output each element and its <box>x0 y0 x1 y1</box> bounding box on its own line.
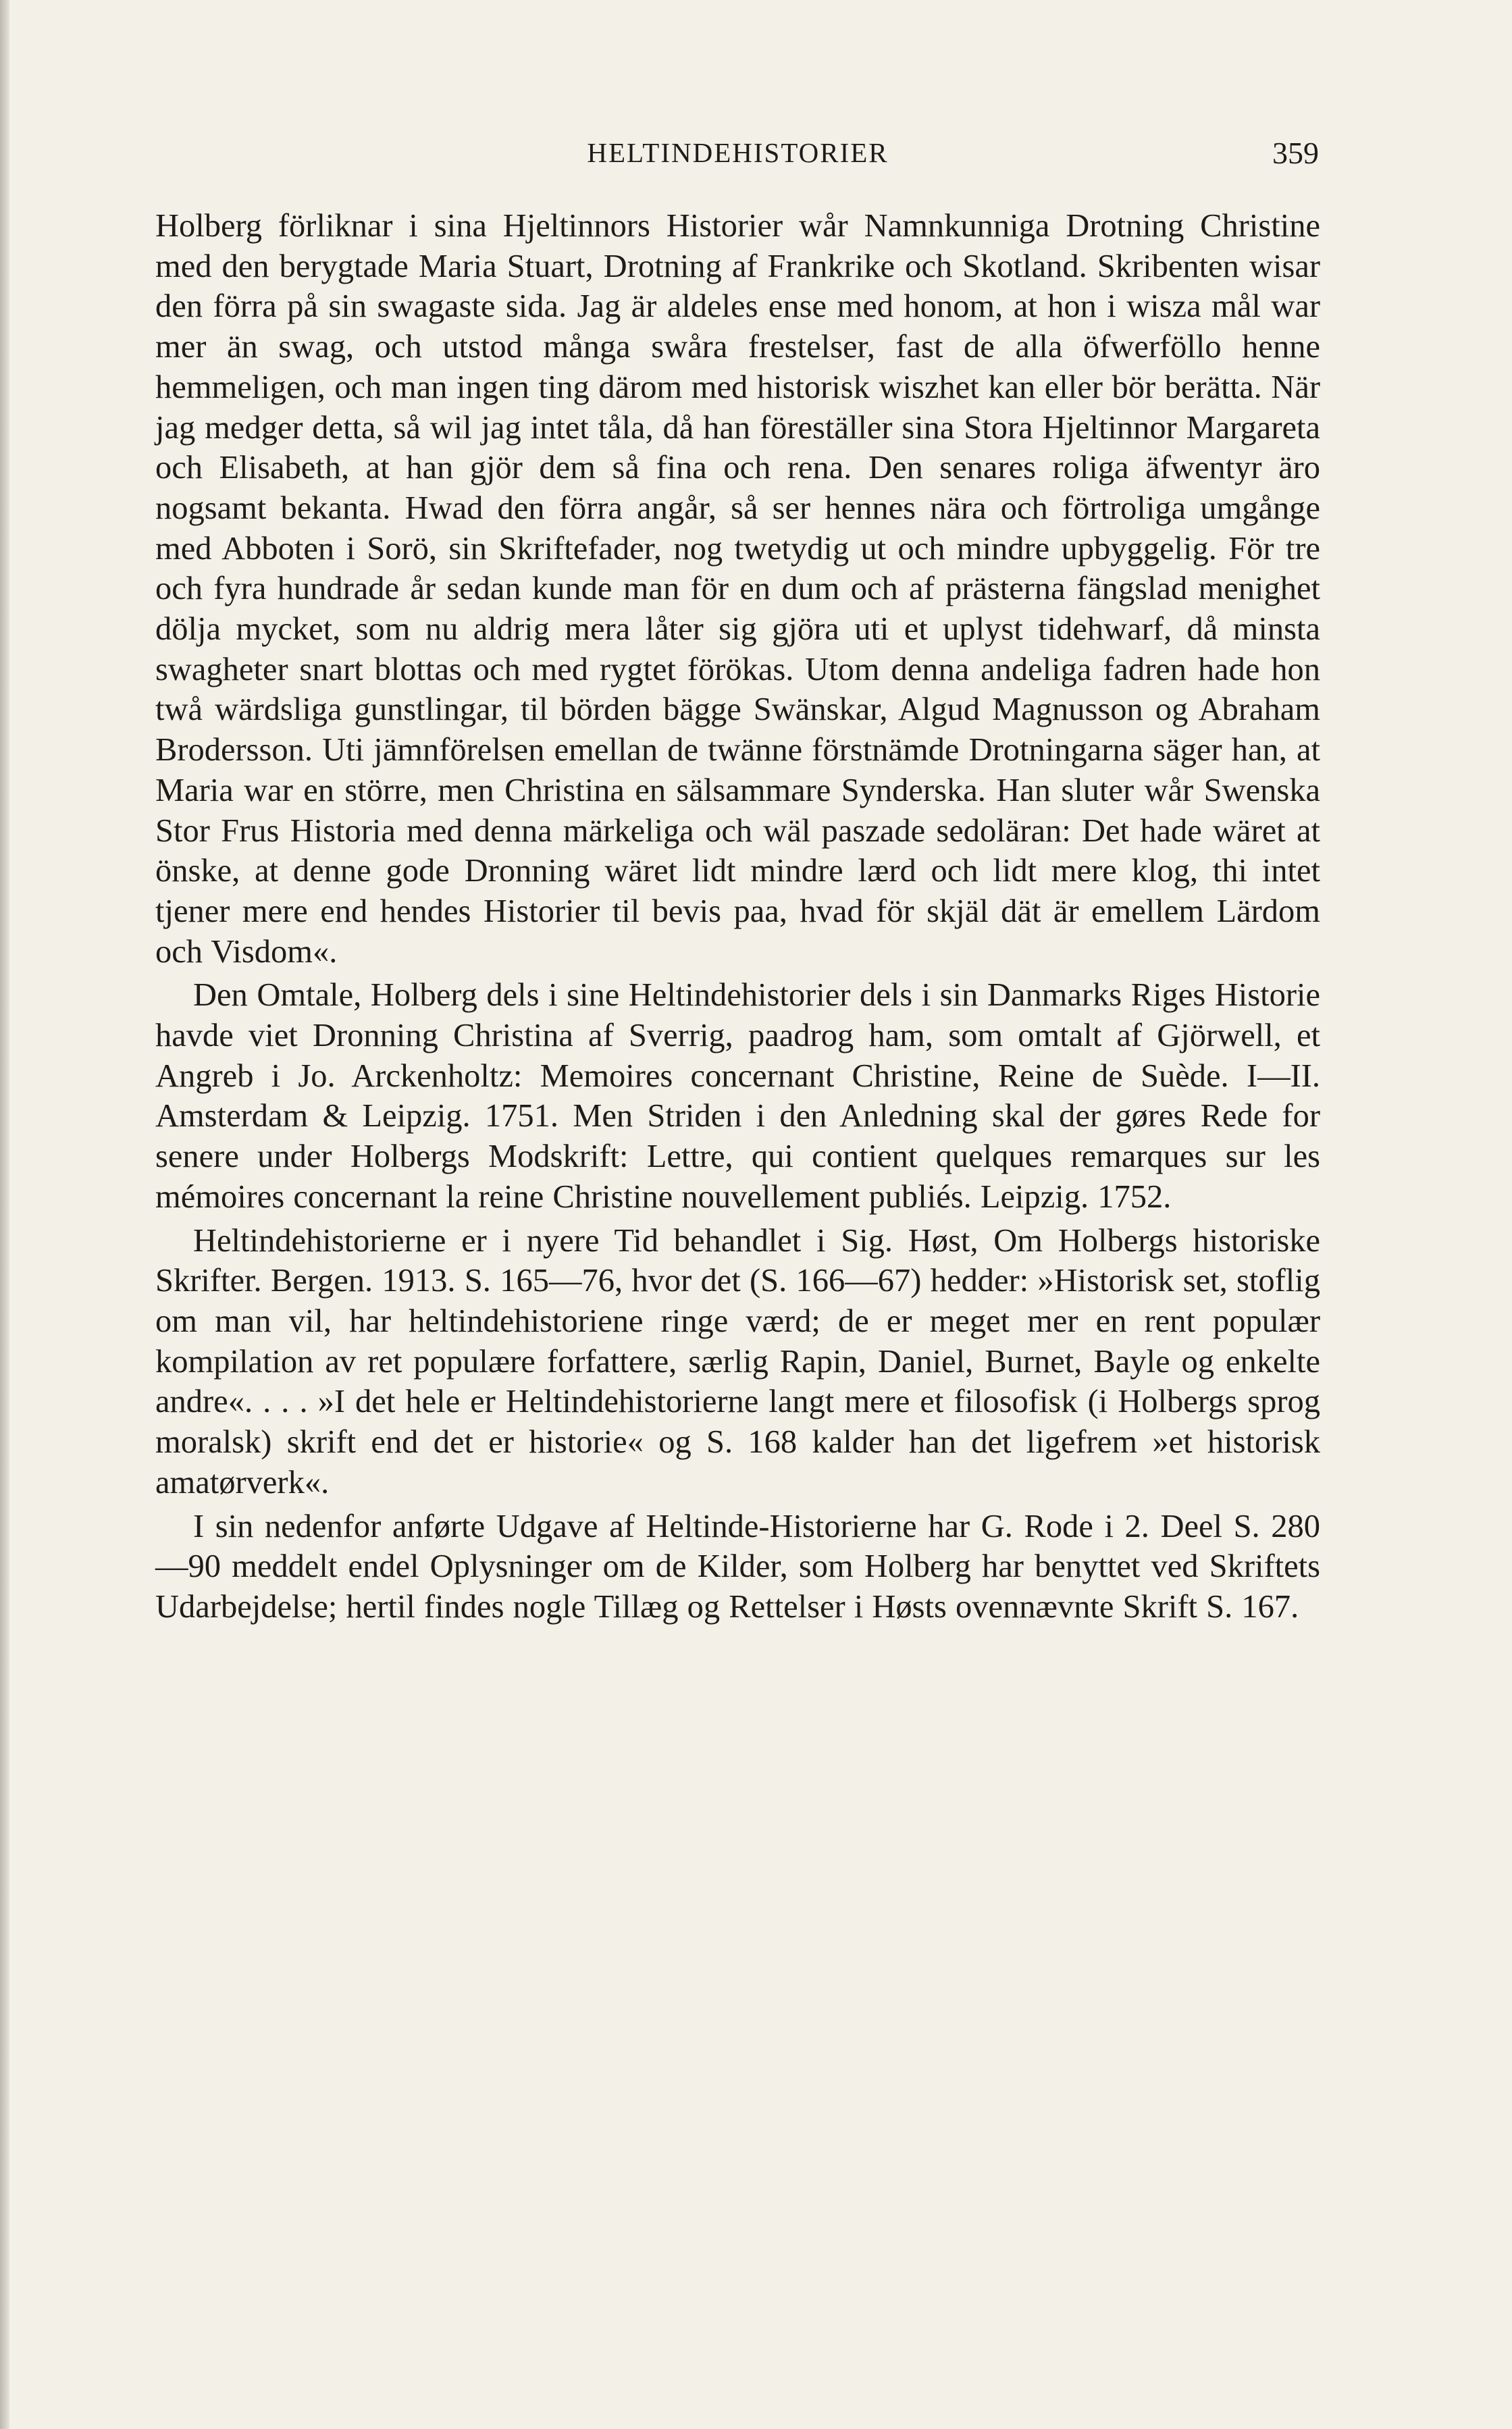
running-head <box>155 128 1320 182</box>
book-page <box>155 128 1320 1631</box>
page-number: 359 <box>1272 136 1319 170</box>
book-spine-edge <box>0 0 9 2429</box>
page-body <box>155 206 1320 1627</box>
paragraph-quote-continuation: Holberg förliknar i sina Hjeltinnors Historier wår Namnkunniga Drotning Christine med den berygtade Maria Stuart, Drotning af Frankrike och Skotland. Skribenten wisar den förra på sin swagaste sida. Jag är aldeles ense med honom, at hon i wisza mål war mer än swag, och utstod många swåra frestelser, fast de alla öfwerföllo henne hemmeligen, och man ingen ting därom med historisk wiszhet kan eller bör berätta. När jag medger detta, så wil jag intet tåla, då han föreställer sina Stora Hjeltinnor Margareta och Elisabeth, at han gjör dem så fina och rena. Den senares roliga äfwentyr äro nogsamt bekanta. Hwad den förra angår, så ser hennes nära och förtroliga umgånge med Abboten i Sorö, sin Skriftefader, nog twetydig ut och mindre upbyggelig. För tre och fyra hundrade år sedan kunde man för en dum och af prästerna fängslad menighet dölja mycket, som nu aldrig mera låter sig gjöra uti et uplyst tidehwarf, då minsta swagheter snart blottas och med rygtet förökas. Utom denna andeliga fadren hade hon twå wärdsliga gunstlingar, til börden bägge Swänskar, Algud Magnusson og Abraham Brodersson. Uti jämnförelsen emellan de twänne förstnämde Drotningarna säger han, at Maria war en större, men Christina en sälsammare Synderska. Han sluter wår Swenska Stor Frus Historia med denna märkeliga och wäl paszade sedoläran: Det hade wäret at önske, at denne gode Dronning wäret lidt mindre lærd och lidt mere klog, thi intet tjener mere end hendes Historier til bevis paa, hvad för skjäl dät är emellem Lärdom och Visdom«. <box>155 208 1320 970</box>
paragraph-omtale: Den Omtale, Holberg dels i sine Heltindehistorier dels i sin Danmarks Riges Historie havde viet Dronning Christina af Sverrig, paadrog ham, som omtalt af Gjörwell, et Angreb i Jo. Arckenholtz: Memoires concernant Christine, Reine de Suède. I—II. Amsterdam & Leipzig. 1751. Men Striden i den Anledning skal der gøres Rede for senere under Holbergs Modskrift: Lettre, qui contient quelques remarques sur les mémoires concernant la reine Christine nouvellement publiés. Leipzig. 1752. <box>155 977 1320 1215</box>
running-head-title: HELTINDEHISTORIER <box>587 137 889 168</box>
paragraph-nyere-tid: Heltindehistorierne er i nyere Tid behandlet i Sig. Høst, Om Holbergs historiske Skrifter. Bergen. 1913. S. 165—76, hvor det (S. 166—67) hedder: »Historisk set, stoflig om man vil, har heltindehistoriene ringe værd; de er meget mer en rent populær kompilation av ret populære forfattere, særlig Rapin, Daniel, Burnet, Bayle og enkelte andre«. . . . »I det hele er Heltindehistorierne langt mere et filosofisk (i Holbergs sprog moralsk) skrift end det er historie« og S. 168 kalder han det ligefrem »et historisk amatørverk«. <box>155 1222 1320 1500</box>
paragraph-udgave: I sin nedenfor anførte Udgave af Heltinde-Historierne har G. Rode i 2. Deel S. 280—90 meddelt endel Oplysninger om de Kilder, som Holberg har benyttet ved Skriftets Udarbejdelse; hertil findes nogle Tillæg og Rettelser i Høsts ovennævnte Skrift S. 167. <box>155 1508 1320 1625</box>
